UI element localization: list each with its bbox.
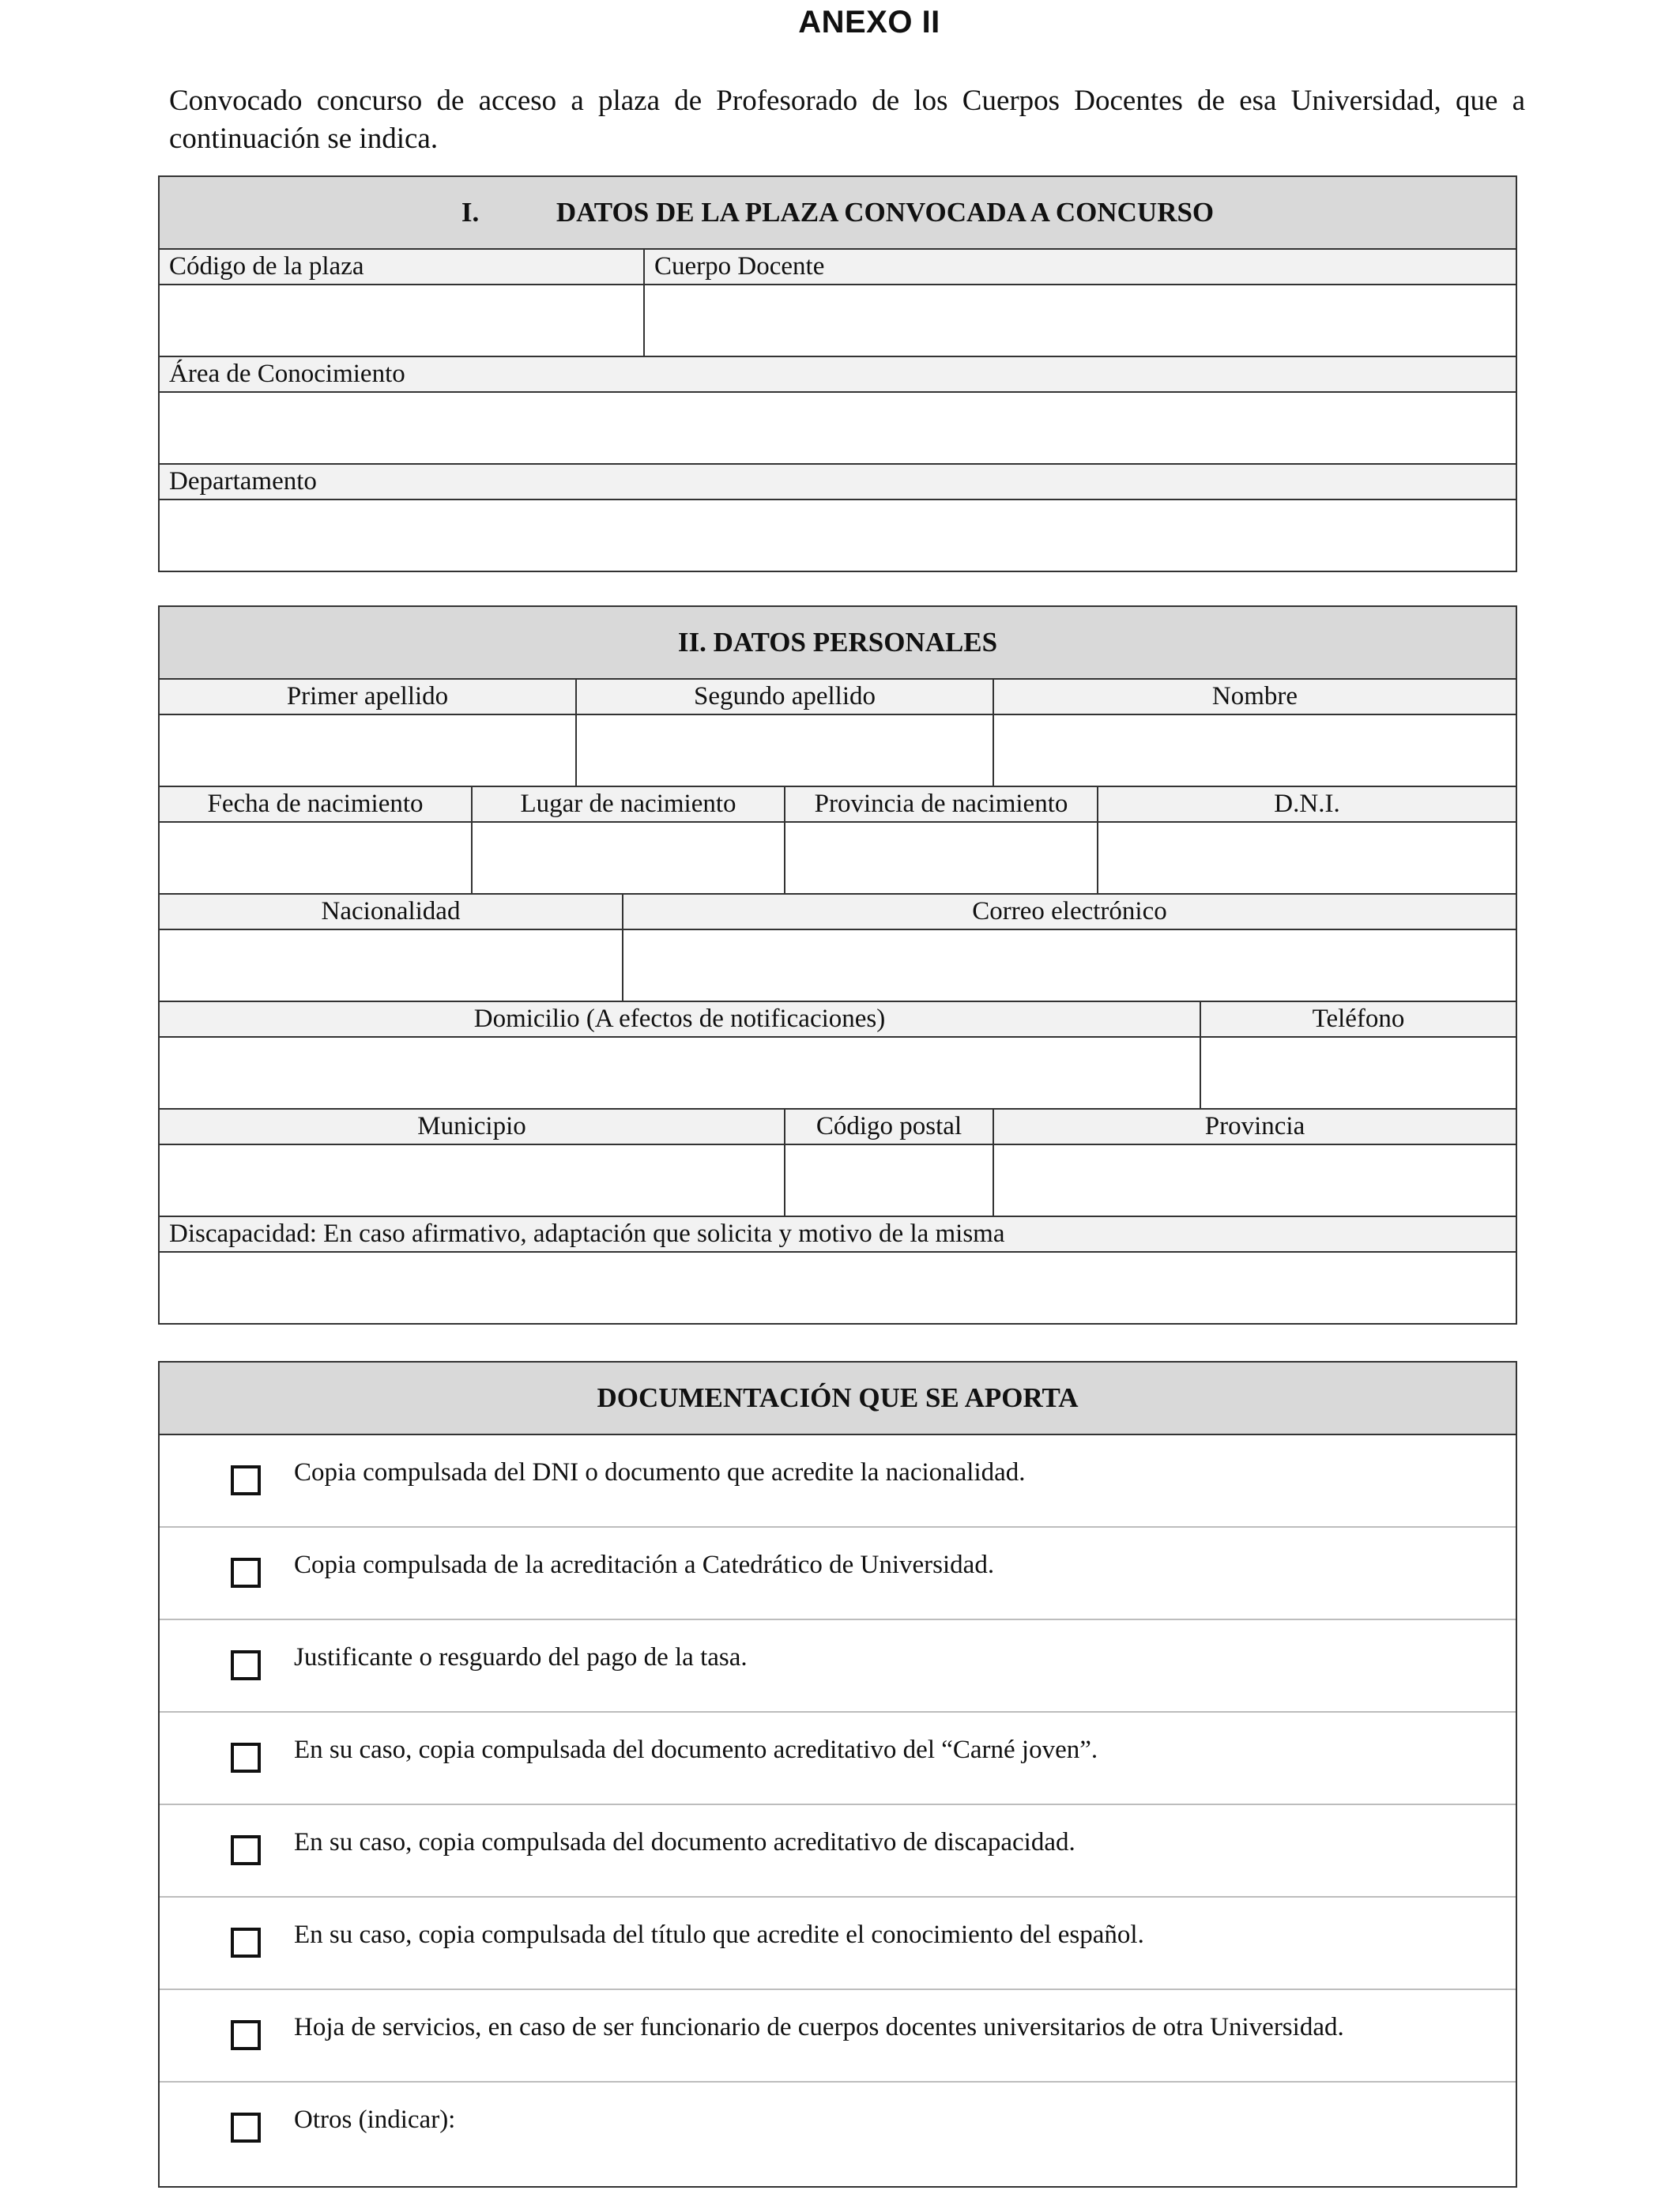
label-row [160,1217,1516,1253]
document-item [160,2083,1516,2175]
section-documentacion-header [160,1363,1516,1435]
dni-field[interactable] [1098,823,1516,893]
lugar-nacimiento-label: Lugar de nacimiento [473,787,785,821]
segundo-apellido-field[interactable] [577,715,994,786]
page-title: ANEXO II [798,5,940,40]
correo-field[interactable] [623,930,1516,1001]
departamento-label: Departamento [169,467,317,496]
nombre-field[interactable] [994,715,1516,786]
document-item-text: Hoja de servicios, en caso de ser funcionario de cuerpos docentes universitarios de otra Universidad. [294,2013,1344,2041]
section-documentacion [158,1361,1517,2188]
section-documentacion-title: DOCUMENTACIÓN QUE SE APORTA [597,1382,1079,1413]
document-item [160,1528,1516,1620]
label-row [160,1002,1516,1038]
field-row [160,393,1516,465]
document-item-text: En su caso, copia compulsada del documento acreditativo del “Carné joven”. [294,1736,1098,1764]
section-plaza [158,175,1517,572]
area-conocimiento-label: Área de Conocimiento [169,360,405,388]
discapacidad-label: Discapacidad: En caso afirmativo, adaptación que solicita y motivo de la misma [169,1220,1005,1248]
nombre-label: Nombre [1211,682,1298,711]
field-row [160,500,1516,572]
section-datos-personales-header [160,607,1516,680]
document-item-text: En su caso, copia compulsada del documento acreditativo de discapacidad. [294,1828,1075,1857]
document-item-text: Copia compulsada de la acreditación a Catedrático de Universidad. [294,1551,995,1579]
label-row [160,895,1516,930]
checkbox[interactable] [231,1558,261,1588]
provincia-field[interactable] [994,1145,1516,1216]
codigo-postal-field[interactable] [785,1145,994,1216]
section-plaza-number: I. [461,197,480,228]
checkbox[interactable] [231,1743,261,1773]
document-item-text: En su caso, copia compulsada del título que acredite el conocimiento del español. [294,1921,1144,1949]
departamento-field[interactable] [160,500,1516,572]
dni-label: D.N.I. [1274,790,1340,818]
label-row [160,1110,1516,1145]
document-item-text: Copia compulsada del DNI o documento que acredite la nacionalidad. [294,1458,1026,1487]
cuerpo-docente-label: Cuerpo Docente [654,252,825,281]
document-item [160,1990,1516,2083]
domicilio-field[interactable] [160,1038,1201,1108]
cuerpo-docente-field[interactable] [645,285,1516,356]
checkbox[interactable] [231,1928,261,1958]
primer-apellido-field[interactable] [160,715,577,786]
telefono-label: Teléfono [1312,1005,1405,1033]
domicilio-label: Domicilio (A efectos de notificaciones) [160,1002,1201,1036]
codigo-plaza-label: Código de la plaza [160,250,645,284]
checkbox[interactable] [231,1650,261,1680]
discapacidad-field[interactable] [160,1253,1516,1325]
field-row [160,285,1516,357]
nacionalidad-label: Nacionalidad [160,895,623,929]
document-item [160,1713,1516,1805]
document-item [160,1435,1516,1528]
nacionalidad-field[interactable] [160,930,623,1001]
field-row [160,715,1516,787]
correo-label: Correo electrónico [972,897,1167,925]
intro-paragraph: Convocado concurso de acceso a plaza de Profesorado de los Cuerpos Docentes de esa Universidad, que a continuación se indica. [169,85,1525,155]
fecha-nacimiento-field[interactable] [160,823,473,893]
municipio-field[interactable] [160,1145,785,1216]
provincia-label: Provincia [1204,1112,1305,1140]
checkbox[interactable] [231,1465,261,1495]
field-row [160,1038,1516,1110]
field-row [160,1253,1516,1325]
field-row [160,930,1516,1002]
section-plaza-title: DATOS DE LA PLAZA CONVOCADA A CONCURSO [556,197,1215,228]
primer-apellido-label: Primer apellido [160,680,577,714]
section-plaza-header [160,177,1516,250]
section-datos-personales [158,605,1517,1325]
lugar-nacimiento-field[interactable] [473,823,785,893]
label-row [160,680,1516,715]
document-item-text: Otros (indicar): [294,2105,456,2134]
fecha-nacimiento-label: Fecha de nacimiento [160,787,473,821]
document-item [160,1620,1516,1713]
document-item-text: Justificante o resguardo del pago de la tasa. [294,1643,748,1672]
label-row [160,787,1516,823]
provincia-nacimiento-field[interactable] [785,823,1098,893]
checkbox[interactable] [231,2020,261,2050]
document-item [160,1805,1516,1898]
label-row [160,465,1516,500]
area-conocimiento-field[interactable] [160,393,1516,463]
codigo-postal-label: Código postal [785,1110,994,1144]
label-row [160,250,1516,285]
field-row [160,823,1516,895]
section-datos-personales-title: II. DATOS PERSONALES [677,627,998,658]
field-row [160,1145,1516,1217]
telefono-field[interactable] [1201,1038,1516,1108]
checkbox[interactable] [231,2113,261,2143]
checkbox[interactable] [231,1835,261,1865]
segundo-apellido-label: Segundo apellido [577,680,994,714]
codigo-plaza-field[interactable] [160,285,645,356]
label-row [160,357,1516,393]
municipio-label: Municipio [160,1110,785,1144]
document-item [160,1898,1516,1990]
provincia-nacimiento-label: Provincia de nacimiento [785,787,1098,821]
